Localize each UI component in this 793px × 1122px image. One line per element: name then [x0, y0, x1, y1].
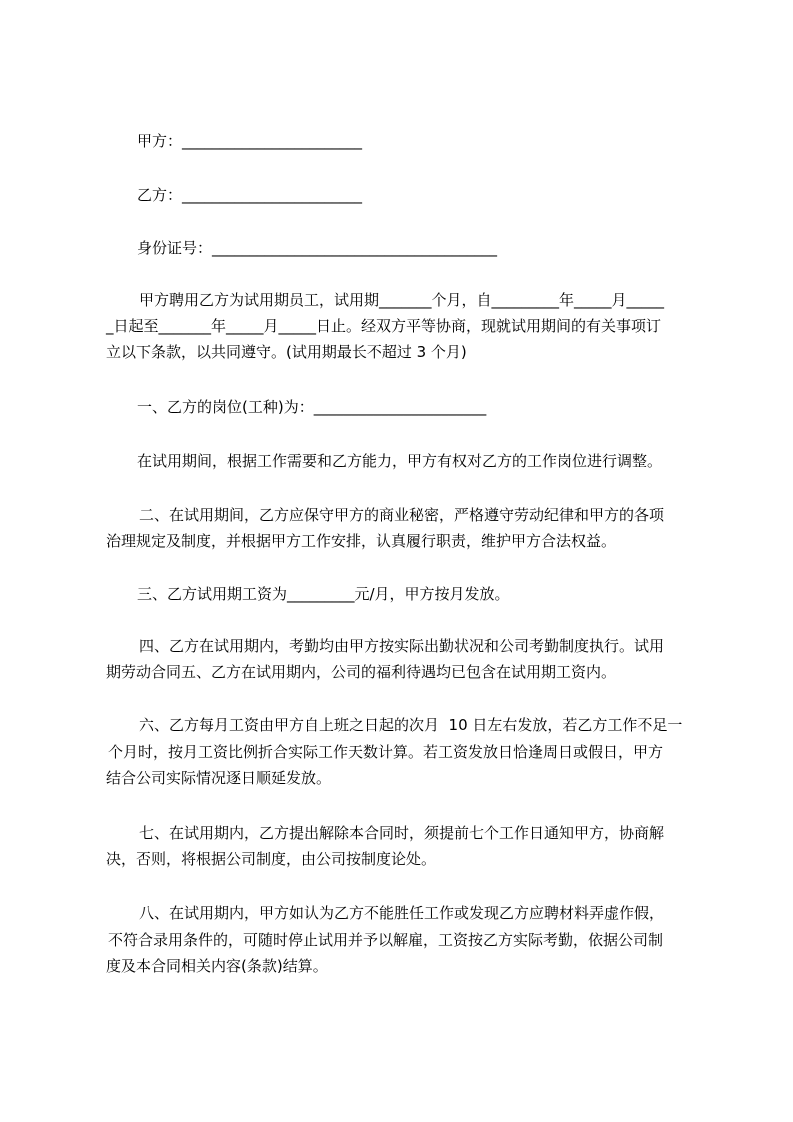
- clause-6-line-2: 个月时，按月工资比例折合实际工作天数计算。若工资发放日恰逢周日或假日，甲方: [108, 743, 664, 761]
- party-a-field: 甲方：________________________: [137, 132, 363, 150]
- clause-8-line-1: 八、在试用期内，甲方如认为乙方不能胜任工作或发现乙方应聘材料弄虚作假，: [139, 904, 665, 922]
- clause-1-body: 在试用期间，根据工作需要和乙方能力，甲方有权对乙方的工作岗位进行调整。: [137, 452, 663, 470]
- clause-8-line-2: 不符合录用条件的，可随时停止试用并予以解雇，工资按乙方实际考勤，依据公司制: [108, 931, 664, 949]
- clause-6-line-1: 六、乙方每月工资由甲方自上班之日起的次月 10 日左右发放，若乙方工作不足一: [139, 716, 683, 734]
- intro-line-2: _日起至_______年_____月_____日止。经双方平等协商，现就试用期间的有关事项订: [106, 317, 662, 335]
- intro-line-3: 立以下条款，以共同遵守。(试用期最长不超过 3 个月): [106, 343, 467, 361]
- clause-4-line-1: 四、乙方在试用期内，考勤均由甲方按实际出勤状况和公司考勤制度执行。试用: [139, 637, 665, 655]
- clause-2-line-2: 治理规定及制度，并根据甲方工作安排，认真履行职责，维护甲方合法权益。: [106, 532, 617, 550]
- party-b-field: 乙方：________________________: [137, 186, 363, 204]
- clause-2-line-1: 二、在试用期间，乙方应保守甲方的商业秘密，严格遵守劳动纪律和甲方的各项: [139, 506, 665, 524]
- clause-1-title: 一、乙方的岗位(工种)为：_______________________: [137, 398, 487, 416]
- clause-4-line-2: 期劳动合同五、乙方在试用期内，公司的福利待遇均已包含在试用期工资内。: [106, 663, 617, 681]
- clause-8-line-3: 度及本合同相关内容(条款)结算。: [106, 957, 328, 975]
- clause-3: 三、乙方试用期工资为_________元/月，甲方按月发放。: [137, 585, 510, 603]
- clause-7-line-2: 决，否则，将根据公司制度，由公司按制度论处。: [106, 850, 437, 868]
- intro-line-1: 甲方聘用乙方为试用期员工，试用期_______个月，自_________年_____月_____: [139, 291, 665, 309]
- id-number-field: 身份证号：______________________________________: [137, 239, 498, 257]
- clause-7-line-1: 七、在试用期内，乙方提出解除本合同时，须提前七个工作日通知甲方，协商解: [139, 824, 665, 842]
- clause-6-line-3: 结合公司实际情况逐日顺延发放。: [106, 769, 332, 787]
